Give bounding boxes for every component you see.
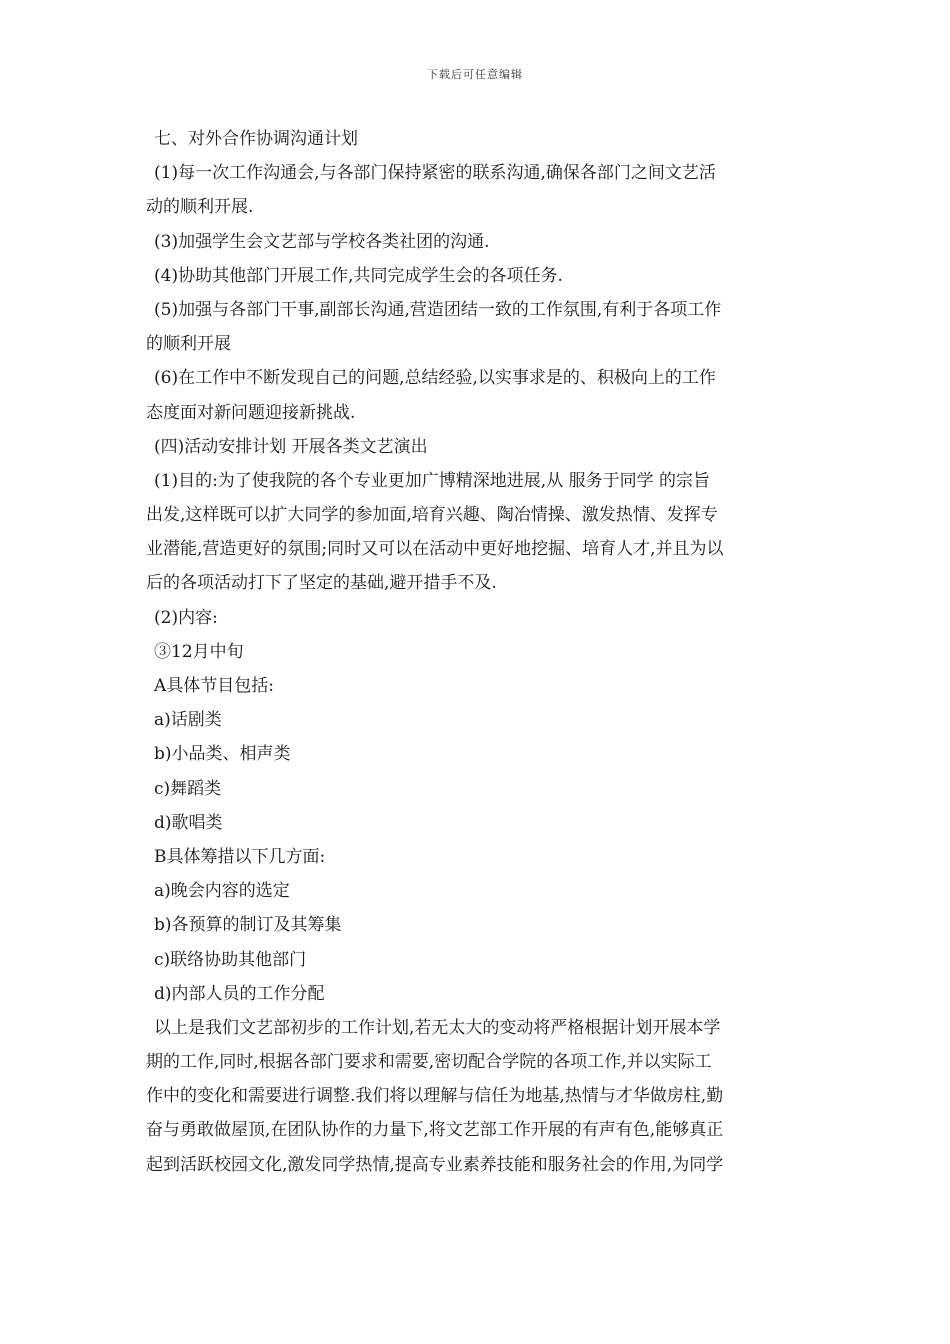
text-line: d)歌唱类 xyxy=(154,812,223,833)
text-line: 七、对外合作协调沟通计划 xyxy=(154,129,358,149)
text-line: (1)目的:为了使我院的各个专业更加广博精深地进展,从 服务于同学 的宗旨 xyxy=(154,470,711,491)
text-line: 作中的变化和需要进行调整.我们将以理解与信任为地基,热情与才华做房柱,勤 xyxy=(146,1086,724,1107)
text-line: B具体筹措以下几方面: xyxy=(154,846,326,867)
document-body xyxy=(146,122,810,1182)
text-line: (四)活动安排计划 开展各类文艺演出 xyxy=(154,436,428,457)
text-line: 动的顺利开展. xyxy=(146,197,254,218)
text-line: 出发,这样既可以扩大同学的参加面,培育兴趣、陶冶情操、激发热情、发挥专 xyxy=(146,505,718,526)
text-line: A具体节目包括: xyxy=(154,676,275,696)
text-line: c)联络协助其他部门 xyxy=(154,949,307,970)
text-line: ③12月中旬 xyxy=(154,641,244,662)
text-line: a)晚会内容的选定 xyxy=(154,881,290,902)
text-line: (4)协助其他部门开展工作,共同完成学生会的各项任务. xyxy=(154,265,563,286)
text-line: d)内部人员的工作分配 xyxy=(154,983,325,1004)
text-line: c)舞蹈类 xyxy=(154,778,222,799)
text-line: 态度面对新问题迎接新挑战. xyxy=(146,402,356,423)
page-header: 下载后可任意编辑 xyxy=(427,68,523,81)
text-line: b)小品类、相声类 xyxy=(154,744,291,765)
text-line: 业潜能,营造更好的氛围;同时又可以在活动中更好地挖掘、培育人才,并且为以 xyxy=(146,539,724,560)
text-line: b)各预算的制订及其筹集 xyxy=(154,915,342,936)
text-line: 后的各项活动打下了坚定的基础,避开措手不及. xyxy=(146,573,497,594)
text-line: a)话剧类 xyxy=(154,710,222,731)
text-line: 期的工作,同时,根据各部门要求和需要,密切配合学院的各项工作,并以实际工 xyxy=(146,1052,712,1073)
text-line: (6)在工作中不断发现自己的问题,总结经验,以实事求是的、积极向上的工作 xyxy=(154,368,716,389)
text-line: 以上是我们文艺部初步的工作计划,若无太大的变动将严格根据计划开展本学 xyxy=(154,1017,721,1038)
text-line: 奋与勇敢做屋顶,在团队协作的力量下,将文艺部工作开展的有声有色,能够真正 xyxy=(146,1120,724,1141)
text-line: (3)加强学生会文艺部与学校各类社团的沟通. xyxy=(154,231,490,252)
text-line: (1)每一次工作沟通会,与各部门保持紧密的联系沟通,确保各部门之间文艺活 xyxy=(154,163,716,184)
text-line: (5)加强与各部门干事,副部长沟通,营造团结一致的工作氛围,有利于各项工作 xyxy=(154,299,722,320)
text-line: 的顺利开展 xyxy=(146,334,231,355)
text-line: 起到活跃校园文化,激发同学热情,提高专业素养技能和服务社会的作用,为同学 xyxy=(146,1154,724,1175)
text-line: (2)内容: xyxy=(154,607,218,628)
